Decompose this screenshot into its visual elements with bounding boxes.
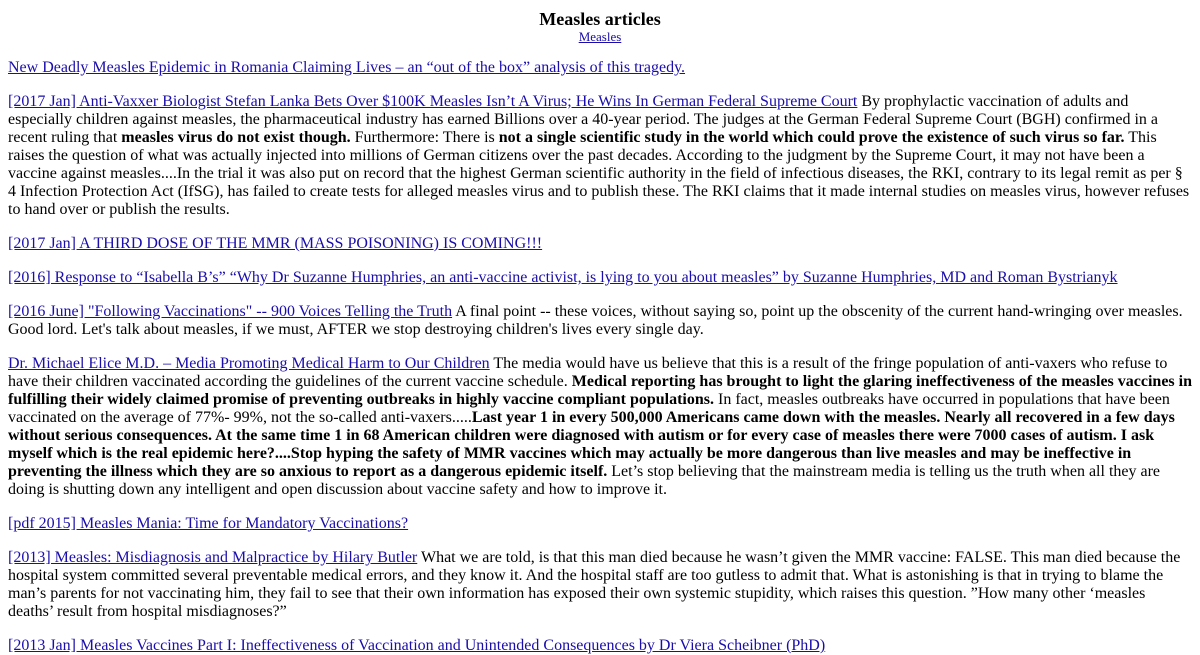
article-text: What we are told, is that this man died because he wasn’t given the MMR vaccine: FALSE. This man died because the hospital system committed several preventable medical errors, and they know it. And the hospital staff are too gutless to admit that. What is astonishing is that in trying to blame the man’s parents for not vaccinating him, they fail to see that their own information has exposed their own systemic stupidity, which raises this question. ”How many other ‘measles deaths’ result from hospital misdiagnoses?” (8, 549, 1181, 620)
article-entry (8, 549, 1192, 621)
article-text: By prophylactic vaccination of adults and especially children against measles, the pharmaceutical industry has earned Billions over a 40-year period. The judges at the German Federal Supreme Court (BGH) confirmed in a recent ruling that (8, 93, 1158, 146)
article-bold-text: Last year 1 in every 500,000 Americans came down with the measles. Nearly all recovered in a few days without serious consequences. At the same time 1 in 68 American children were diagnosed with autism or for every case of measles there were 7000 cases of autism. I ask myself which is the real epidemic here?....Stop hyping the safety of MMR vaccines which may actually be more dangerous than live measles and may be ineffective in preventing the illness which they are so anxious to report as a dangerous epidemic itself. (8, 409, 1175, 480)
article-bold-text: not a single scientific study in the world which could prove the existence of such virus so far. (498, 129, 1125, 146)
article-entry (8, 269, 1192, 287)
article-entry (8, 637, 1192, 655)
article-text: Furthermore: There is (350, 129, 499, 146)
article-link-lanka[interactable]: [2017 Jan] Anti-Vaxxer Biologist Stefan Lanka Bets Over $100K Measles Isn’t A Virus; He Wins In German Federal Supreme Court (8, 93, 858, 110)
article-link-humphries-response[interactable]: [2016] Response to “Isabella B’s” “Why Dr Suzanne Humphries, an anti-vaccine activist, is lying to you about measles” by Suzanne Humphries, MD and Roman Bystrianyk (8, 269, 1118, 286)
article-text: This raises the question of what was actually injected into millions of German citizens over the past decades. According to the judgment by the Supreme Court, it may not have been a vaccine against measles....In the trial it was also put on record that the highest German scientific authority in the field of infectious diseases, the RKI, contrary to its legal remit as per § 4 Infection Protection Act (IfSG), has failed to create tests for alleged measles virus and to publish these. The RKI claims that it made internal studies on measles virus, however refuses to hand over or publish the results. (8, 129, 1190, 218)
article-entry (8, 235, 1192, 253)
article-bold-text: Medical reporting has brought to light the glaring ineffectiveness of the measles vaccines in fulfilling their widely claimed promise of preventing outbreaks in highly vaccine compliant populations. (8, 373, 1192, 408)
article-text: In fact, measles outbreaks have occurred in populations that have been vaccinated on the average of 77%- 99%, not the so-called anti-vaxers..... (8, 391, 1170, 426)
measles-category-link[interactable]: Measles (578, 29, 622, 44)
article-link-900-voices[interactable]: [2016 June] "Following Vaccinations" -- 900 Voices Telling the Truth (8, 303, 453, 320)
article-link-butler[interactable]: [2013] Measles: Misdiagnosis and Malpractice by Hilary Butler (8, 549, 418, 566)
article-link-scheibner[interactable]: [2013 Jan] Measles Vaccines Part I: Ineffectiveness of Vaccination and Unintended Consequences by Dr Viera Scheibner (PhD) (8, 637, 826, 654)
article-text: A final point -- these voices, without saying so, point up the obscenity of the current hand-wringing over measles. Good lord. Let's talk about measles, if we must, AFTER we stop destroying children's lives every single day. (8, 303, 1183, 338)
article-entry (8, 515, 1192, 533)
article-entry (8, 93, 1192, 219)
article-text: The media would have us believe that this is a result of the fringe population of anti-vaxers who refuse to have their children vaccinated according the guidelines of the current vaccine schedule. (8, 355, 1168, 390)
article-link-measles-mania[interactable]: [pdf 2015] Measles Mania: Time for Mandatory Vaccinations? (8, 515, 409, 532)
article-link-elice[interactable]: Dr. Michael Elice M.D. – Media Promoting Medical Harm to Our Children (8, 355, 490, 372)
article-link-romania-epidemic[interactable]: New Deadly Measles Epidemic in Romania Claiming Lives – an “out of the box” analysis of this tragedy. (8, 59, 686, 76)
article-entry (8, 59, 1192, 77)
page-title: Measles articles (539, 9, 661, 29)
article-text: Let’s stop believing that the mainstream media is telling us the truth when all they are doing is shutting down any intelligent and open discussion about vaccine safety and how to improve it. (8, 463, 1161, 498)
subnav (8, 29, 1192, 45)
article-bold-text: measles virus do not exist though. (121, 129, 351, 146)
article-entry (8, 303, 1192, 339)
article-entry (8, 355, 1192, 499)
article-link-third-dose[interactable]: [2017 Jan] A THIRD DOSE OF THE MMR (MASS POISONING) IS COMING!!! (8, 235, 543, 252)
